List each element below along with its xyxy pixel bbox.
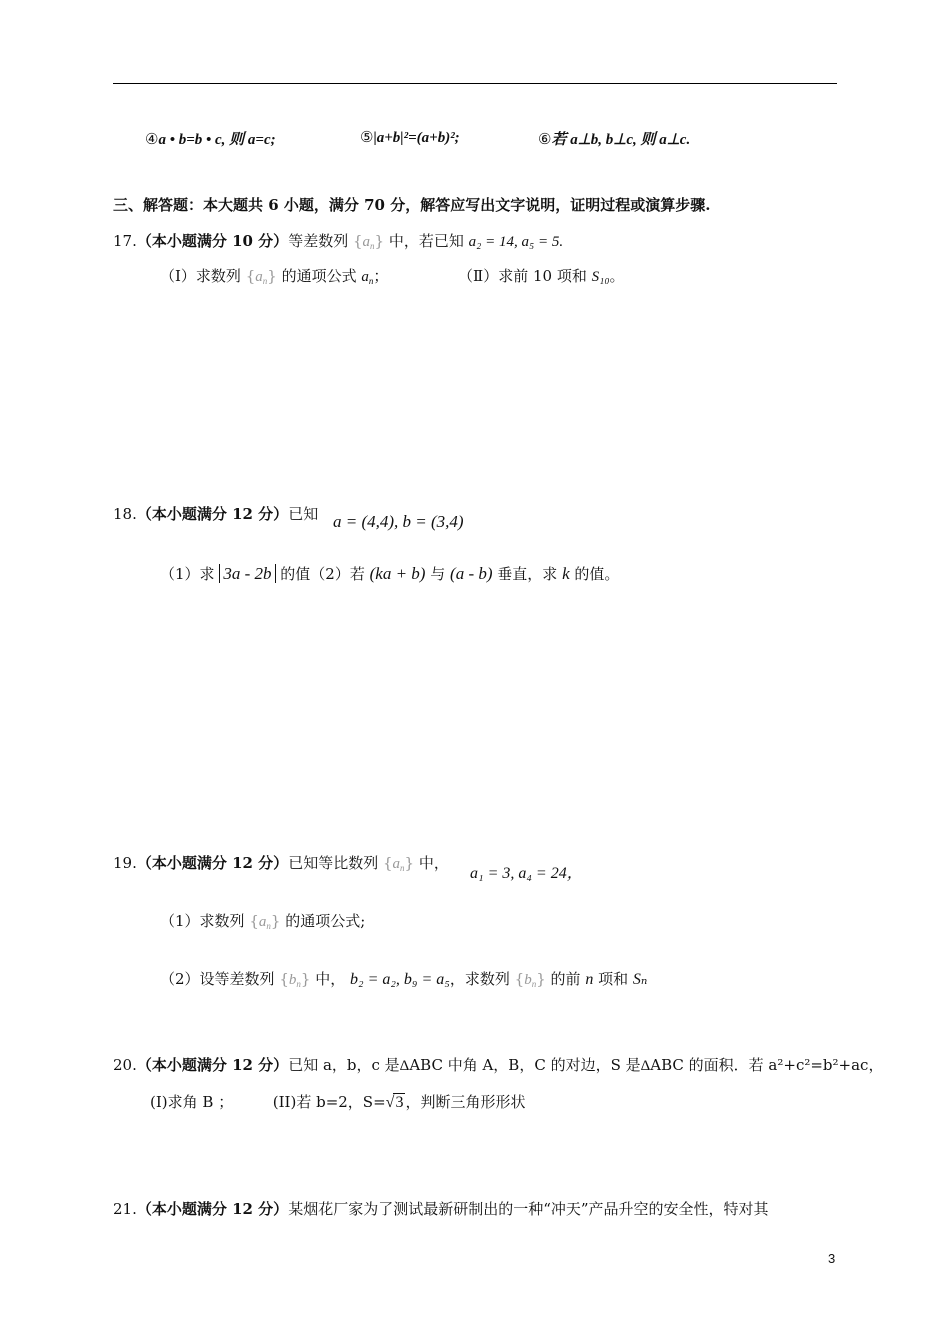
q19-n: n: [585, 971, 594, 988]
q17-part2: （Ⅱ）求前 10 项和: [458, 267, 587, 285]
question-17: [113, 230, 563, 251]
q17-number: 17.: [113, 232, 137, 250]
triangle-symbol-2: Δ: [640, 1058, 651, 1074]
q17-condition: a₂ = 14, a₅ = 5.: [468, 234, 564, 250]
q20-text-2: ABC 中角 A，B，C 的对边，S 是: [409, 1056, 641, 1074]
q18-condition: a = (4,4), b = (3,4): [333, 512, 464, 531]
q19-part1-line: [160, 910, 365, 931]
q17-score: （本小题满分 10 分）: [136, 232, 289, 250]
q19-part2-line: [160, 968, 647, 989]
q19-part1: （1）求数列: [160, 912, 245, 930]
q17-part1-end: ；: [373, 267, 389, 285]
q19-seq-brace-2: $\{a_n\}$: [249, 912, 281, 931]
q17-seq-brace: $\{a_n\}$: [352, 232, 385, 251]
q19-part1-cont: 的通项公式;: [285, 912, 366, 930]
q19-mid: 中，: [418, 854, 449, 872]
q19-number: 19.: [113, 854, 137, 872]
q20-part2-end: ，判断三角形形状: [405, 1093, 526, 1111]
prop-6-marker: ⑥: [538, 130, 552, 148]
q19-part2: （2）设等差数列: [160, 970, 275, 988]
q20-number: 20.: [113, 1056, 137, 1074]
q19-sn: Sₙ: [632, 971, 648, 988]
q19-condition-text: a₁ = 3, a₄ = 24: [470, 865, 567, 882]
q19-seq-brace-b: $\{b_n\}$: [279, 970, 311, 989]
question-20: [113, 1054, 883, 1075]
q18-intro: 已知: [288, 505, 319, 523]
q21-number: 21.: [113, 1200, 137, 1218]
question-19: [113, 852, 449, 873]
q20-text-3: ABC 的面积．若 a²+c²=b²+ac，: [650, 1056, 884, 1074]
prop-4-marker: ④: [145, 130, 159, 148]
prop-5-marker: ⑤: [360, 128, 374, 146]
q17-part2-line: [458, 265, 625, 286]
q17-seq-brace-2: $\{a_n\}$: [245, 267, 277, 286]
q17-parts: （Ⅰ）求数列 $\{a_n\}$ 的通项公式 $a_n$；: [160, 267, 389, 286]
proposition-6: [538, 128, 690, 149]
q17-s10: S₁₀: [591, 269, 610, 285]
header-rule: [113, 83, 837, 84]
q19-condition: [470, 860, 583, 883]
q19-seq-brace: $\{a_n\}$: [382, 854, 415, 873]
q19-part2-mid: 中，: [315, 970, 346, 988]
q19-score: （本小题满分 12 分）: [136, 854, 289, 872]
q20-score: （本小题满分 12 分）: [136, 1056, 289, 1074]
proposition-5: [360, 128, 460, 147]
q18-part2-end: 的值。: [574, 565, 620, 583]
section-heading: 三、解答题：本大题共 6 小题，满分 70 分，解答应写出文字说明，证明过程或演算步骤.: [113, 196, 711, 214]
triangle-symbol: Δ: [399, 1058, 410, 1074]
q17-intro: 等差数列: [288, 232, 349, 250]
q20-parts: (I)求角 B ； (II)若 b=2，S=√3 ，判断三角形形状: [150, 1093, 526, 1111]
q20-part2: (II)若 b=2，S=: [272, 1093, 386, 1111]
q18-part1: （1）求: [160, 565, 215, 583]
q19-part2-cont: ，求数列: [449, 970, 510, 988]
q19-intro: 已知等比数列: [288, 854, 379, 872]
prop-5-text: |a+b|²=(a+b)²;: [373, 130, 460, 146]
q18-number: 18.: [113, 505, 137, 523]
q19-seq-brace-b-2: $\{b_n\}$: [514, 970, 546, 989]
proposition-4: [145, 128, 276, 149]
q20-text: 已知 a，b，c 是: [288, 1056, 400, 1074]
q19-condition-2: b₂ = a₂, b₉ = a₅: [350, 971, 450, 988]
prop-6-text: 若 a⊥b, b⊥c, 则 a⊥c.: [551, 132, 691, 148]
q21-text: 某烟花厂家为了测试最新研制出的一种“冲天”产品升空的安全性，特对其: [288, 1200, 769, 1218]
q18-expr-ka-b: (ka + b): [369, 564, 426, 583]
q20-part1: (I)求角 B ；: [150, 1093, 234, 1111]
q18-parts: [160, 563, 619, 584]
prop-4-text: a • b=b • c, 则 a=c;: [158, 132, 276, 148]
q18-score: （本小题满分 12 分）: [136, 505, 289, 523]
q17-part1-cont: 的通项公式: [281, 267, 357, 285]
q18-part1-cont: 的值（2）若: [280, 565, 365, 583]
q17-part1: （Ⅰ）求数列: [160, 267, 241, 285]
q18-magnitude-expr: 3a - 2b: [219, 564, 275, 583]
q19-part2-cont2: 的前: [550, 970, 581, 988]
q18-part2: 垂直，求: [497, 565, 558, 583]
q17-mid: 中，若已知: [388, 232, 464, 250]
sqrt-value: 3: [395, 1094, 404, 1111]
question-18: [113, 503, 318, 524]
q19-part2-end: 项和: [598, 970, 629, 988]
q21-score: （本小题满分 12 分）: [136, 1200, 289, 1218]
q18-k: k: [562, 564, 570, 583]
question-21: [113, 1198, 769, 1219]
q18-and: 与: [430, 565, 446, 583]
q17-part2-end: 。: [609, 267, 625, 285]
page-number: 3: [828, 1251, 836, 1266]
q19-condition-end: ，: [566, 865, 583, 882]
q18-expr-a-b: (a - b): [450, 564, 493, 583]
